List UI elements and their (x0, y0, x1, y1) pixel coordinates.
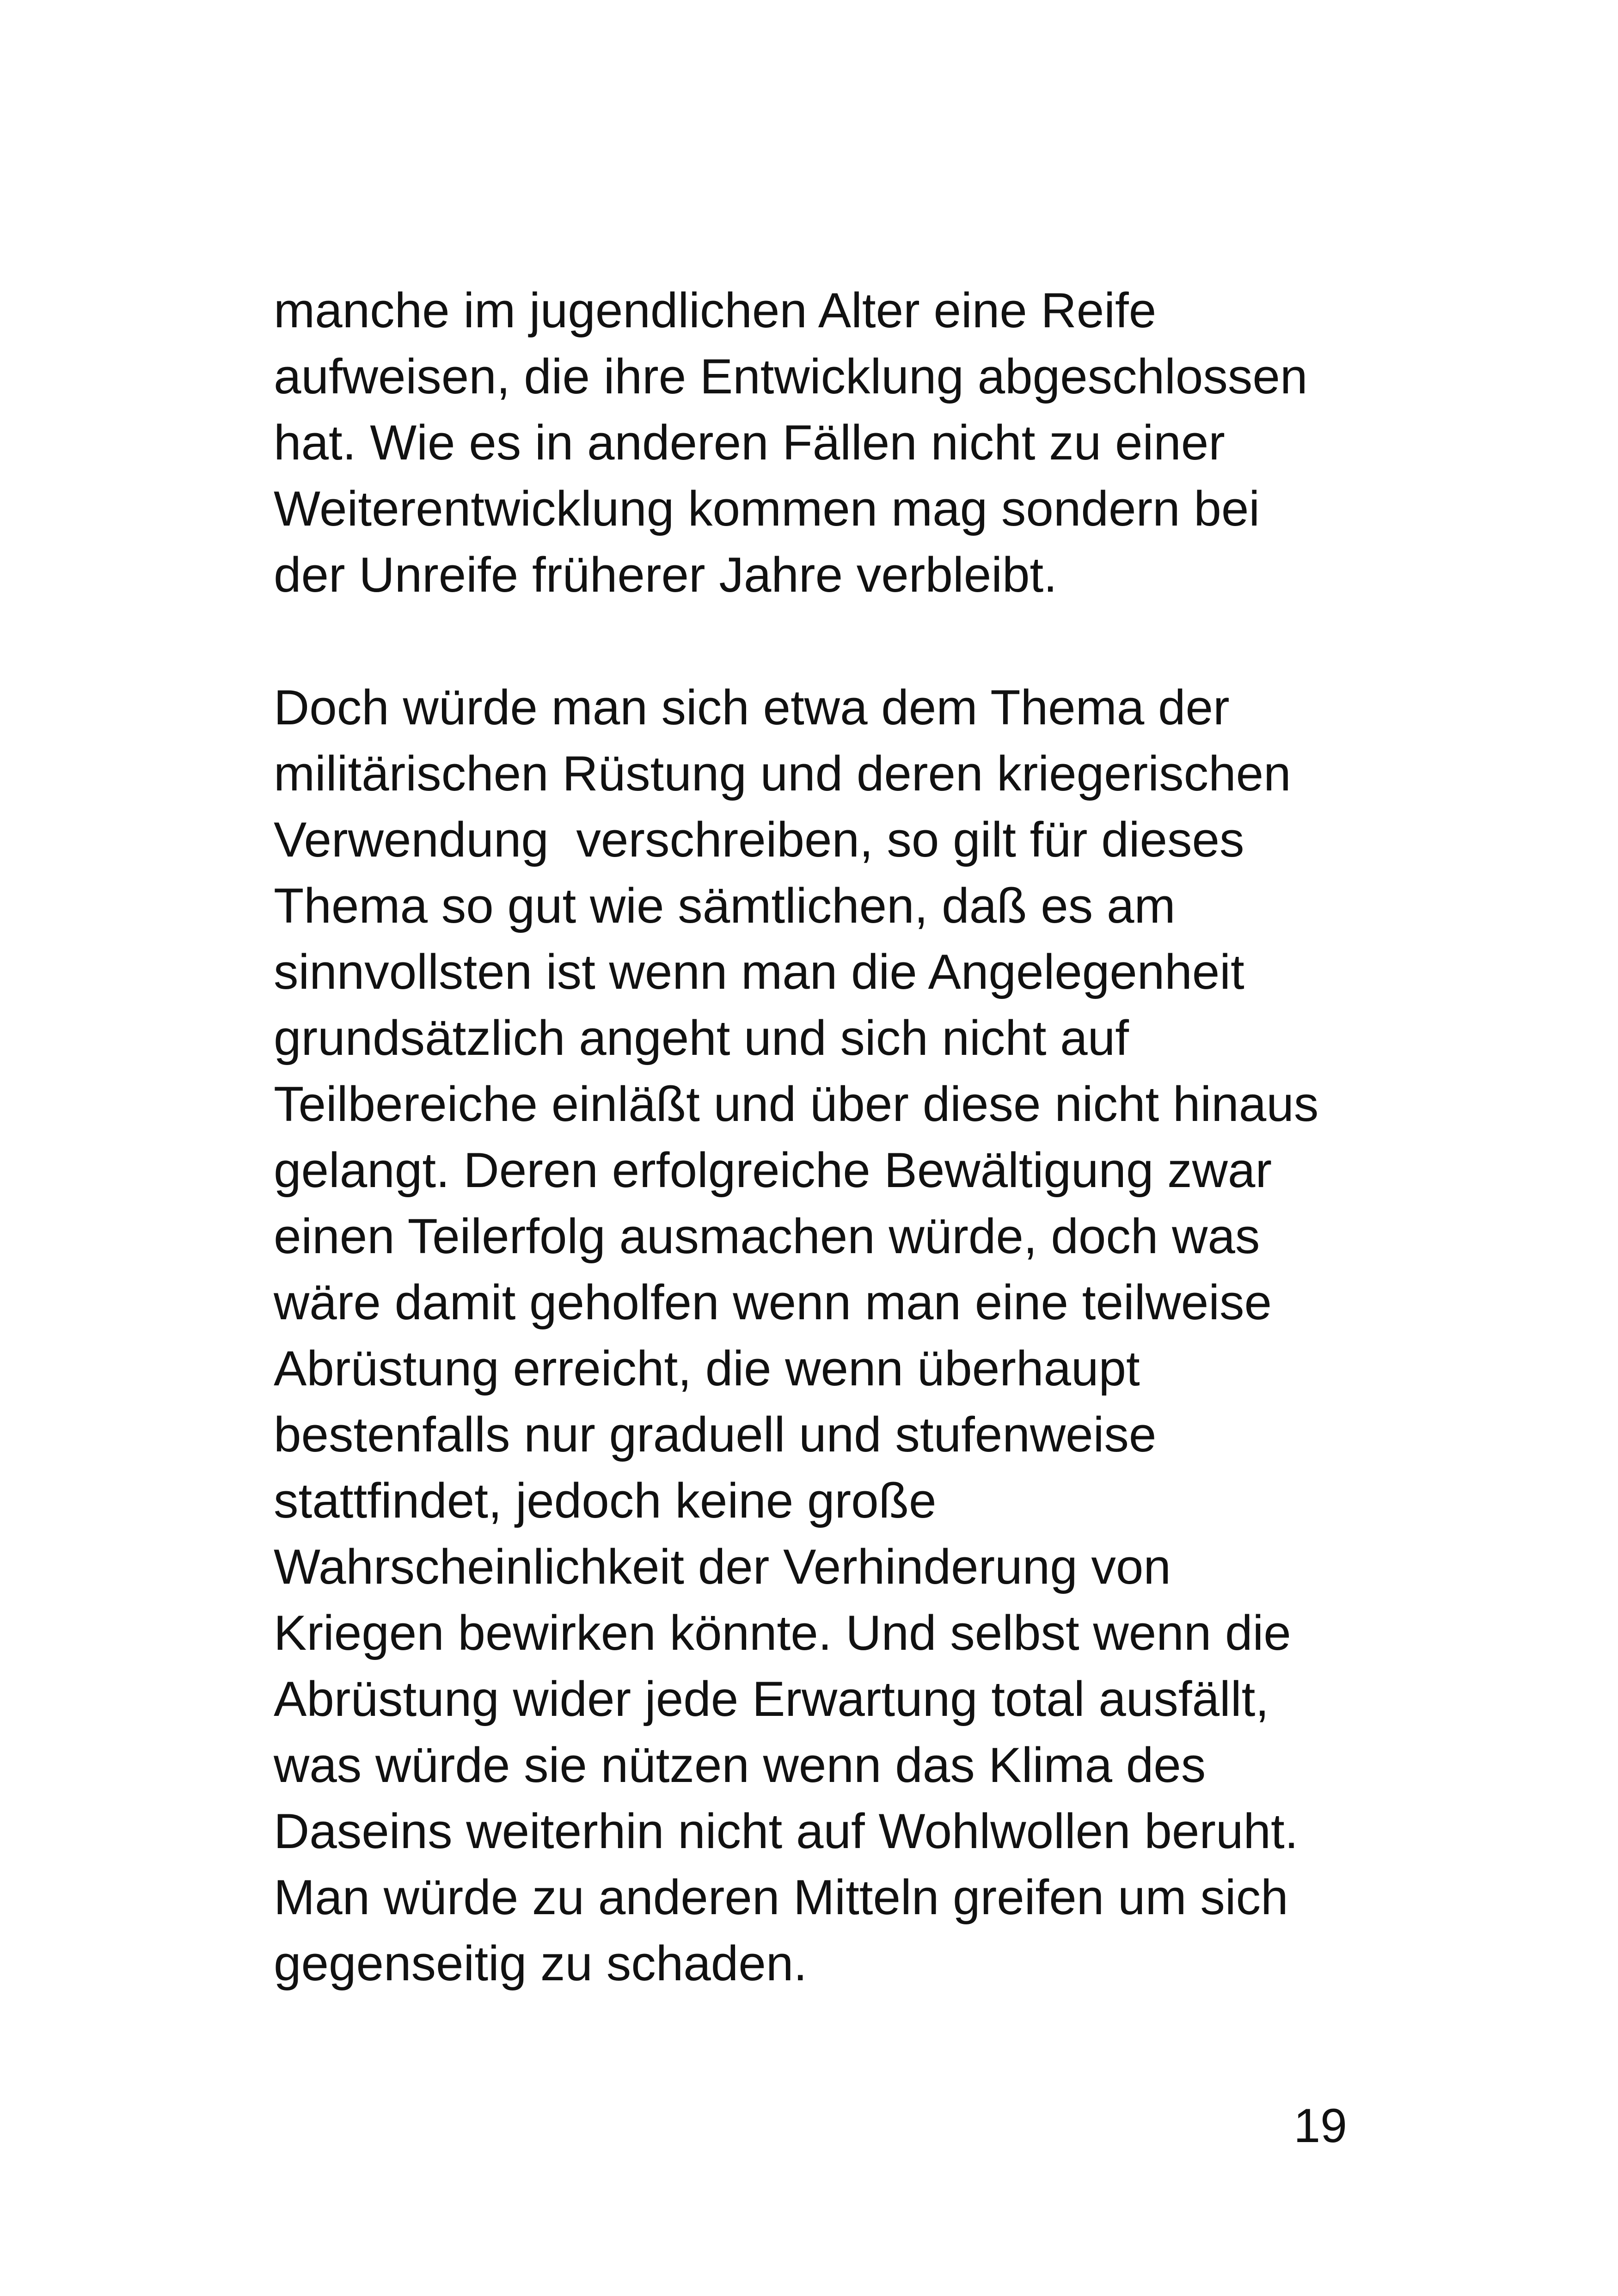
text-line: manche im jugendlichen Alter eine Reife (274, 282, 1157, 338)
text-line: Verwendung verschreiben, so gilt für dieses (274, 812, 1244, 867)
text-line: Doch würde man sich etwa dem Thema der (274, 680, 1230, 735)
paragraph-1 (274, 277, 1383, 608)
text-line: Wahrscheinlichkeit der Verhinderung von (274, 1539, 1171, 1594)
text-line: gegenseitig zu schaden. (274, 1935, 808, 1991)
text-line: aufweisen, die ihre Entwicklung abgeschlossen (274, 349, 1308, 404)
page-number: 19 (1293, 2099, 1347, 2153)
text-line: sinnvollsten ist wenn man die Angelegenheit (274, 944, 1244, 999)
text-line: stattfindet, jedoch keine große (274, 1473, 937, 1528)
text-line: Daseins weiterhin nicht auf Wohlwollen beruht. (274, 1803, 1299, 1859)
text-line: grundsätzlich angeht und sich nicht auf (274, 1010, 1129, 1065)
text-line: wäre damit geholfen wenn man eine teilweise (274, 1274, 1272, 1330)
paragraph-2 (274, 674, 1383, 1996)
text-line: Abrüstung wider jede Erwartung total ausfällt, (274, 1671, 1269, 1727)
text-line: was würde sie nützen wenn das Klima des (274, 1737, 1206, 1793)
text-line: Kriegen bewirken könnte. Und selbst wenn die (274, 1605, 1291, 1660)
text-line: Teilbereiche einläßt und über diese nicht hinaus (274, 1076, 1319, 1132)
text-line: gelangt. Deren erfolgreiche Bewältigung zwar (274, 1142, 1272, 1198)
text-line: Weiterentwicklung kommen mag sondern bei (274, 481, 1260, 536)
text-line: der Unreife früherer Jahre verbleibt. (274, 547, 1057, 602)
text-line: Man würde zu anderen Mitteln greifen um sich (274, 1869, 1288, 1925)
text-line: Thema so gut wie sämtlichen, daß es am (274, 878, 1176, 933)
text-line: einen Teilerfolg ausmachen würde, doch was (274, 1208, 1260, 1264)
text-line: hat. Wie es in anderen Fällen nicht zu einer (274, 415, 1225, 470)
text-line: bestenfalls nur graduell und stufenweise (274, 1407, 1157, 1462)
text-line: Abrüstung erreicht, die wenn überhaupt (274, 1341, 1140, 1396)
text-line: militärischen Rüstung und deren kriegerischen (274, 746, 1291, 801)
